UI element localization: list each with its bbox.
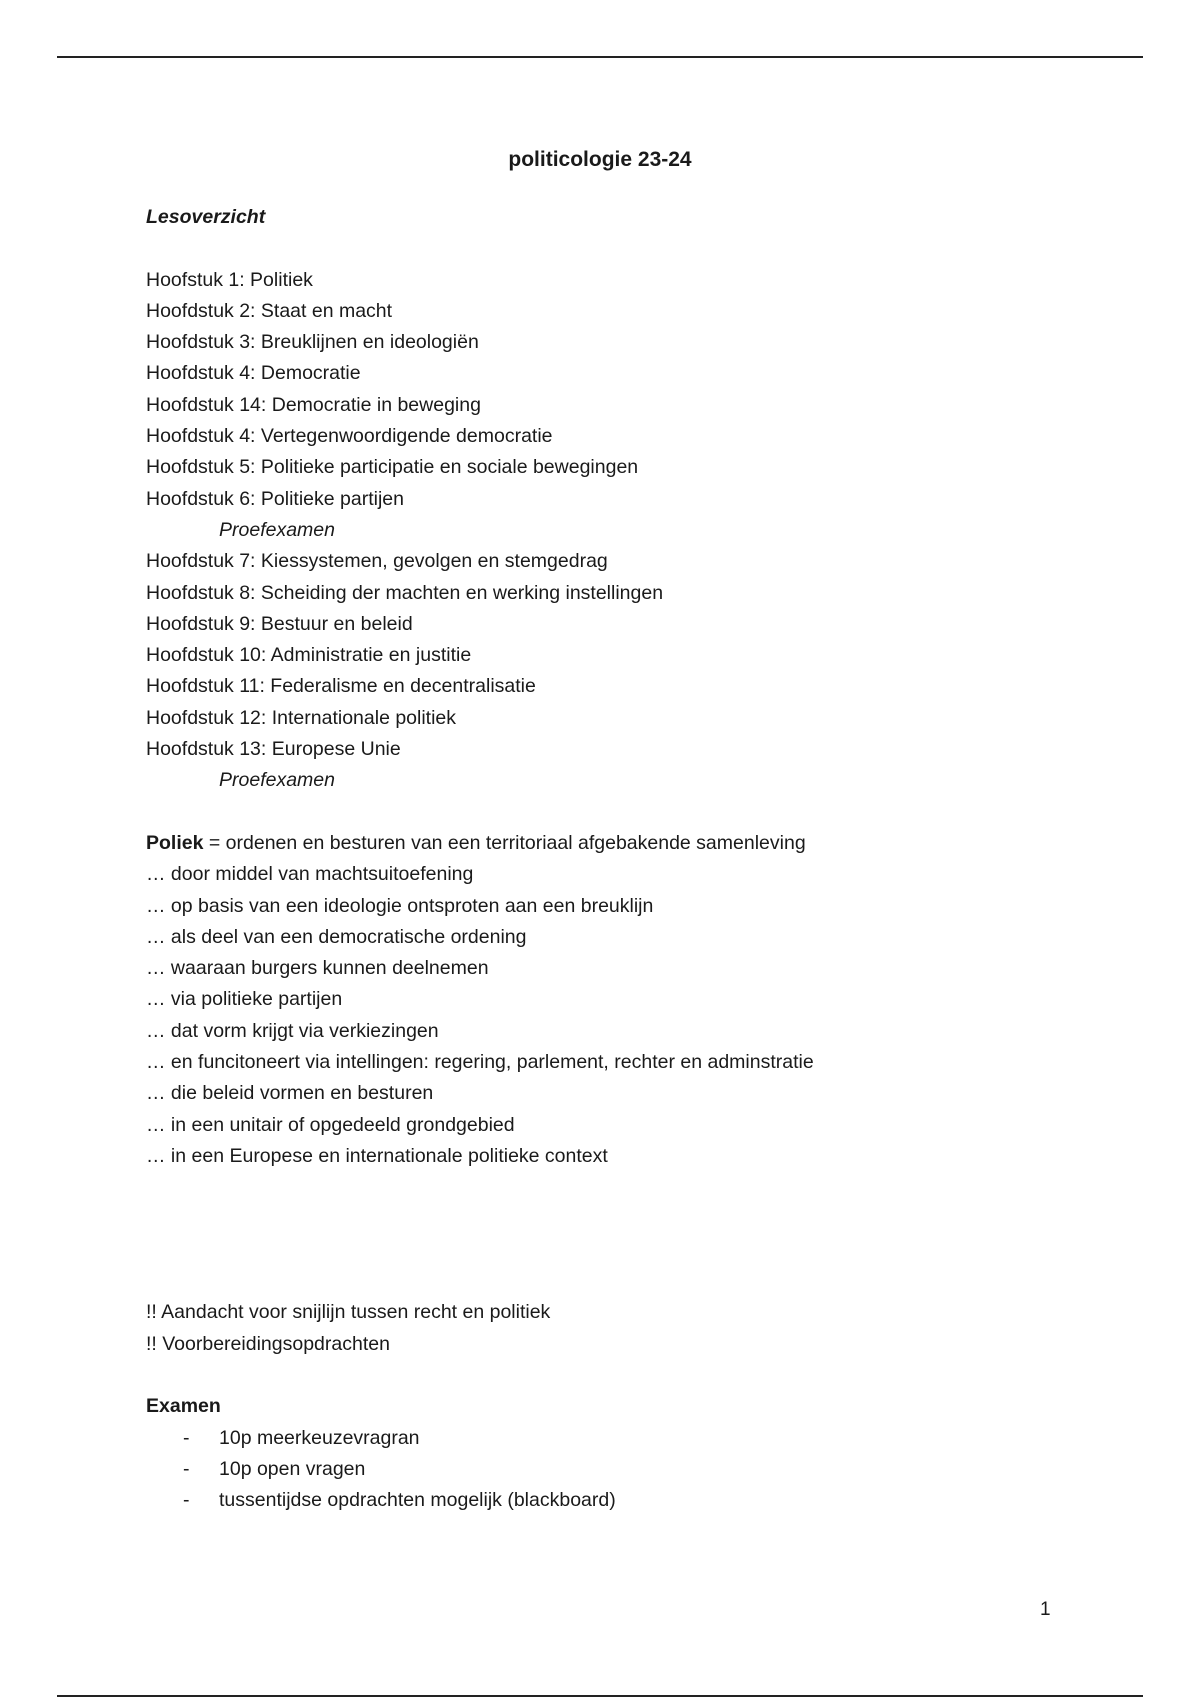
footer-rule xyxy=(57,1695,1143,1697)
chapter-item: Hoofdstuk 11: Federalisme en decentralisatie xyxy=(146,675,536,698)
mock-exam-item: Proefexamen xyxy=(219,769,335,792)
exam-item-text: 10p meerkeuzevragran xyxy=(219,1426,420,1449)
chapter-item: Hoofdstuk 2: Staat en macht xyxy=(146,299,393,322)
definition-continuation: … via politieke partijen xyxy=(146,988,343,1011)
chapter-item: Hoofstuk 1: Politiek xyxy=(146,268,313,291)
definition-continuation: … op basis van een ideologie ontsproten aan een breuklijn xyxy=(146,894,654,917)
chapter-item: Hoofdstuk 14: Democratie in beweging xyxy=(146,393,481,416)
chapter-item: Hoofdstuk 7: Kiessystemen, gevolgen en stemgedrag xyxy=(146,550,608,573)
bullet-dash: - xyxy=(183,1489,190,1512)
document-body xyxy=(146,140,1146,1516)
document-title: politicologie 23-24 xyxy=(508,148,692,171)
exam-list-item xyxy=(146,1423,1146,1454)
definition-block xyxy=(146,828,1146,1172)
chapter-item: Hoofdstuk 12: Internationale politiek xyxy=(146,706,457,729)
chapter-item: Hoofdstuk 4: Democratie xyxy=(146,362,361,385)
bullet-dash: - xyxy=(183,1457,190,1480)
definition-continuation: … die beleid vormen en besturen xyxy=(146,1082,434,1105)
exam-heading: Examen xyxy=(146,1395,221,1418)
definition-continuation: … en funcitoneert via intellingen: regering, parlement, rechter en adminstratie xyxy=(146,1051,814,1074)
overview-heading: Lesoverzicht xyxy=(146,206,266,228)
chapter-item: Hoofdstuk 9: Bestuur en beleid xyxy=(146,612,413,635)
exam-list-item xyxy=(146,1454,1146,1485)
definition-continuation: … als deel van een democratische ordening xyxy=(146,925,527,948)
mock-exam-item: Proefexamen xyxy=(219,518,335,541)
exam-item-text: tussentijdse opdrachten mogelijk (blackboard) xyxy=(219,1489,616,1512)
exam-item-text: 10p open vragen xyxy=(219,1457,366,1480)
chapter-list xyxy=(146,265,1146,797)
notes-block xyxy=(146,1297,1146,1360)
bullet-dash: - xyxy=(183,1426,190,1449)
chapter-item: Hoofdstuk 13: Europese Unie xyxy=(146,738,401,761)
page-number: 1 xyxy=(1040,1599,1051,1620)
chapter-item: Hoofdstuk 6: Politieke partijen xyxy=(146,487,404,510)
chapter-item: Hoofdstuk 4: Vertegenwoordigende democratie xyxy=(146,425,553,448)
definition-continuation: … waaraan burgers kunnen deelnemen xyxy=(146,957,489,980)
definition-continuation: … in een Europese en internationale politieke context xyxy=(146,1144,608,1167)
header-rule xyxy=(57,56,1143,58)
chapter-item: Hoofdstuk 10: Administratie en justitie xyxy=(146,644,472,667)
chapter-item: Hoofdstuk 5: Politieke participatie en sociale bewegingen xyxy=(146,456,639,479)
definition-line xyxy=(146,828,1146,859)
definition-term: Poliek xyxy=(146,831,204,854)
definition-continuation: … dat vorm krijgt via verkiezingen xyxy=(146,1019,439,1042)
note-line: !! Voorbereidingsopdrachten xyxy=(146,1332,390,1355)
chapter-item: Hoofdstuk 3: Breuklijnen en ideologiën xyxy=(146,331,479,354)
exam-list xyxy=(146,1423,1146,1517)
definition-continuation: … in een unitair of opgedeeld grondgebied xyxy=(146,1113,515,1136)
definition-text: = ordenen en besturen van een territoriaal afgebakende samenleving xyxy=(203,831,806,854)
exam-list-item xyxy=(146,1485,1146,1516)
chapter-item: Hoofdstuk 8: Scheiding der machten en werking instellingen xyxy=(146,581,664,604)
note-line: !! Aandacht voor snijlijn tussen recht en politiek xyxy=(146,1301,551,1324)
definition-continuation: … door middel van machtsuitoefening xyxy=(146,863,474,886)
